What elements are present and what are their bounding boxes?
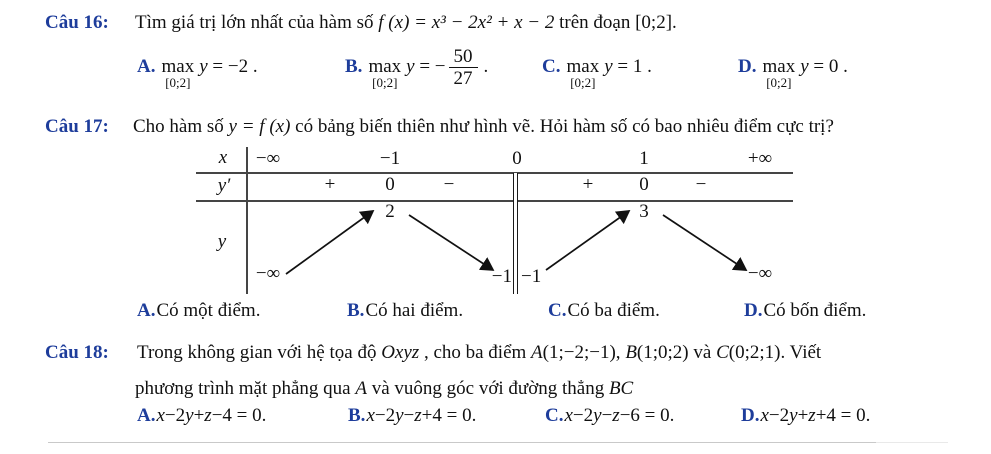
question-16-label: Câu 16: — [45, 12, 109, 33]
point-b: B — [625, 342, 637, 363]
equation-text: . — [483, 56, 489, 77]
equation-text: −2 — [164, 405, 186, 426]
max-domain: [0;2] — [372, 75, 398, 90]
page-divider-line — [48, 442, 876, 443]
equation-text: +4 = 0. — [421, 405, 477, 426]
equation-text: −2 — [768, 405, 790, 426]
y-limit-negative-infinity: −∞ — [255, 263, 281, 284]
question-16-stem — [135, 11, 677, 35]
increase-arrow-2 — [546, 211, 629, 270]
equation-text: = 0 . — [808, 56, 848, 77]
max-operator — [566, 56, 599, 90]
equation-text: = −2 . — [207, 56, 258, 77]
question-17-stem — [133, 115, 834, 139]
q17-option-d — [744, 300, 866, 321]
q17-option-a — [137, 300, 260, 321]
option-letter: C. — [542, 56, 561, 77]
x-value: +∞ — [747, 148, 773, 169]
option-equation — [564, 405, 674, 426]
y-limit-negative-infinity: −∞ — [747, 263, 773, 284]
decrease-arrow-1 — [409, 215, 493, 270]
coordinate-system-oxyz: Oxyz — [381, 342, 420, 363]
q17-option-b — [347, 300, 463, 321]
q18-option-c — [545, 405, 674, 426]
option-letter: D. — [741, 405, 760, 426]
var-y: y — [593, 405, 602, 426]
table-header-y-prime: y′ — [217, 175, 231, 196]
option-letter: C. — [545, 405, 564, 426]
stem-function-formula: f (x) = x³ − 2x² + x − 2 — [378, 12, 555, 33]
question-18-stem-line1 — [137, 341, 821, 365]
y-prime-sign: + — [582, 174, 594, 195]
y-prime-sign: − — [443, 174, 455, 195]
equation-text: − — [403, 405, 415, 426]
variable-y: y — [199, 56, 208, 77]
equation-text: − — [601, 405, 613, 426]
q18-option-d — [741, 405, 870, 426]
var-y: y — [395, 405, 404, 426]
question-18-stem-line2 — [135, 377, 633, 401]
option-text: Có hai điểm. — [365, 300, 464, 321]
option-letter: B. — [347, 300, 365, 321]
q16-option-a — [137, 56, 258, 90]
equation-text: −6 = 0. — [619, 405, 675, 426]
max-operator — [368, 56, 401, 90]
stem-text: trên đoạn — [554, 12, 636, 33]
x-value: 0 — [512, 148, 522, 169]
max-domain: [0;2] — [766, 75, 792, 90]
y-local-max-value: 3 — [639, 201, 649, 222]
option-text: Có ba điểm. — [567, 300, 660, 321]
increase-arrow-1 — [286, 211, 373, 274]
page-divider-line-faded — [876, 442, 948, 443]
option-letter: B. — [348, 405, 366, 426]
question-17-label: Câu 17: — [45, 116, 109, 137]
equation-text: +4 = 0. — [815, 405, 871, 426]
var-z: z — [612, 405, 620, 426]
var-z: z — [204, 405, 212, 426]
q16-option-c — [542, 56, 652, 90]
option-equation — [604, 56, 652, 77]
y-prime-sign: − — [695, 174, 707, 195]
option-equation — [366, 405, 476, 426]
x-value: −1 — [379, 148, 401, 169]
option-equation — [800, 56, 848, 77]
max-operator — [161, 56, 194, 90]
var-y: y — [185, 405, 194, 426]
q18-option-b — [348, 405, 476, 426]
x-value: 1 — [639, 148, 649, 169]
max-word: max — [368, 56, 402, 77]
line-bc: BC — [608, 378, 634, 399]
variation-table — [196, 147, 793, 294]
stem-text: Trong không gian với hệ tọa độ — [137, 342, 382, 363]
point-a: A — [531, 342, 543, 363]
stem-text: , cho ba điểm — [419, 342, 532, 363]
max-domain: [0;2] — [570, 75, 596, 90]
stem-text: Tìm giá trị lớn nhất của hàm số — [135, 12, 379, 33]
var-x: x — [564, 405, 573, 426]
y-prime-sign: 0 — [639, 174, 649, 195]
equation-text: −2 — [572, 405, 594, 426]
option-equation — [406, 56, 445, 77]
point-b-coords: (1;0;2) — [636, 342, 689, 363]
option-equation — [199, 56, 257, 77]
variable-y: y — [800, 56, 809, 77]
variable-y: y — [406, 56, 415, 77]
stem-interval: [0;2]. — [635, 12, 677, 33]
table-header-y: y — [217, 231, 227, 252]
equation-text: = 1 . — [612, 56, 652, 77]
stem-text: có bảng biến thiên như hình vẽ. Hỏi hàm số có bao nhiêu điểm cực trị? — [290, 116, 834, 137]
decrease-arrow-2 — [663, 215, 746, 270]
max-word: max — [566, 56, 600, 77]
option-letter: A. — [137, 405, 156, 426]
stem-text: Cho hàm số — [133, 116, 229, 137]
y-limit-right-of-bar: −1 — [521, 266, 542, 287]
point-c: C — [716, 342, 729, 363]
fraction — [449, 46, 478, 89]
var-x: x — [760, 405, 769, 426]
var-x: x — [156, 405, 165, 426]
q17-option-c — [548, 300, 660, 321]
y-local-max-value: 2 — [385, 201, 395, 222]
option-letter: C. — [548, 300, 567, 321]
fraction-denominator: 27 — [453, 68, 473, 89]
stem-text: và vuông góc với đường thẳng — [366, 378, 609, 399]
var-x: x — [366, 405, 375, 426]
q16-option-d — [738, 56, 848, 90]
equation-text: + — [797, 405, 809, 426]
point-a: A — [355, 378, 367, 399]
question-18-label: Câu 18: — [45, 342, 109, 363]
variable-y: y — [604, 56, 613, 77]
point-a-coords: (1;−2;−1), — [542, 342, 626, 363]
stem-text: phương trình mặt phẳng qua — [135, 378, 356, 399]
max-word: max — [161, 56, 195, 77]
table-header-x: x — [218, 147, 228, 168]
fraction-numerator: 50 — [449, 46, 478, 68]
q18-option-a — [137, 405, 266, 426]
stem-text: . Viết — [780, 342, 822, 363]
stem-function-formula: y = f (x) — [228, 116, 291, 137]
option-letter: B. — [345, 56, 363, 77]
var-y: y — [789, 405, 798, 426]
point-c-coords: (0;2;1) — [728, 342, 781, 363]
q16-option-b — [345, 46, 489, 90]
var-z: z — [414, 405, 422, 426]
y-prime-sign: 0 — [385, 174, 395, 195]
x-value: −∞ — [255, 148, 281, 169]
y-limit-left-of-bar: −1 — [491, 266, 512, 287]
var-z: z — [808, 405, 816, 426]
max-word: max — [762, 56, 796, 77]
equation-text: + — [193, 405, 205, 426]
option-letter: A. — [137, 56, 156, 77]
variation-arrows — [196, 147, 793, 294]
equation-text: −2 — [374, 405, 396, 426]
max-domain: [0;2] — [165, 75, 191, 90]
option-text: Có bốn điểm. — [763, 300, 867, 321]
option-equation — [760, 405, 870, 426]
equation-text: = − — [414, 56, 446, 77]
option-equation — [156, 405, 266, 426]
option-letter: D. — [738, 56, 757, 77]
equation-text: −4 = 0. — [211, 405, 267, 426]
stem-text: và — [688, 342, 717, 363]
y-prime-sign: + — [324, 174, 336, 195]
option-text: Có một điểm. — [156, 300, 261, 321]
option-letter: A. — [137, 300, 156, 321]
option-letter: D. — [744, 300, 763, 321]
max-operator — [762, 56, 795, 90]
